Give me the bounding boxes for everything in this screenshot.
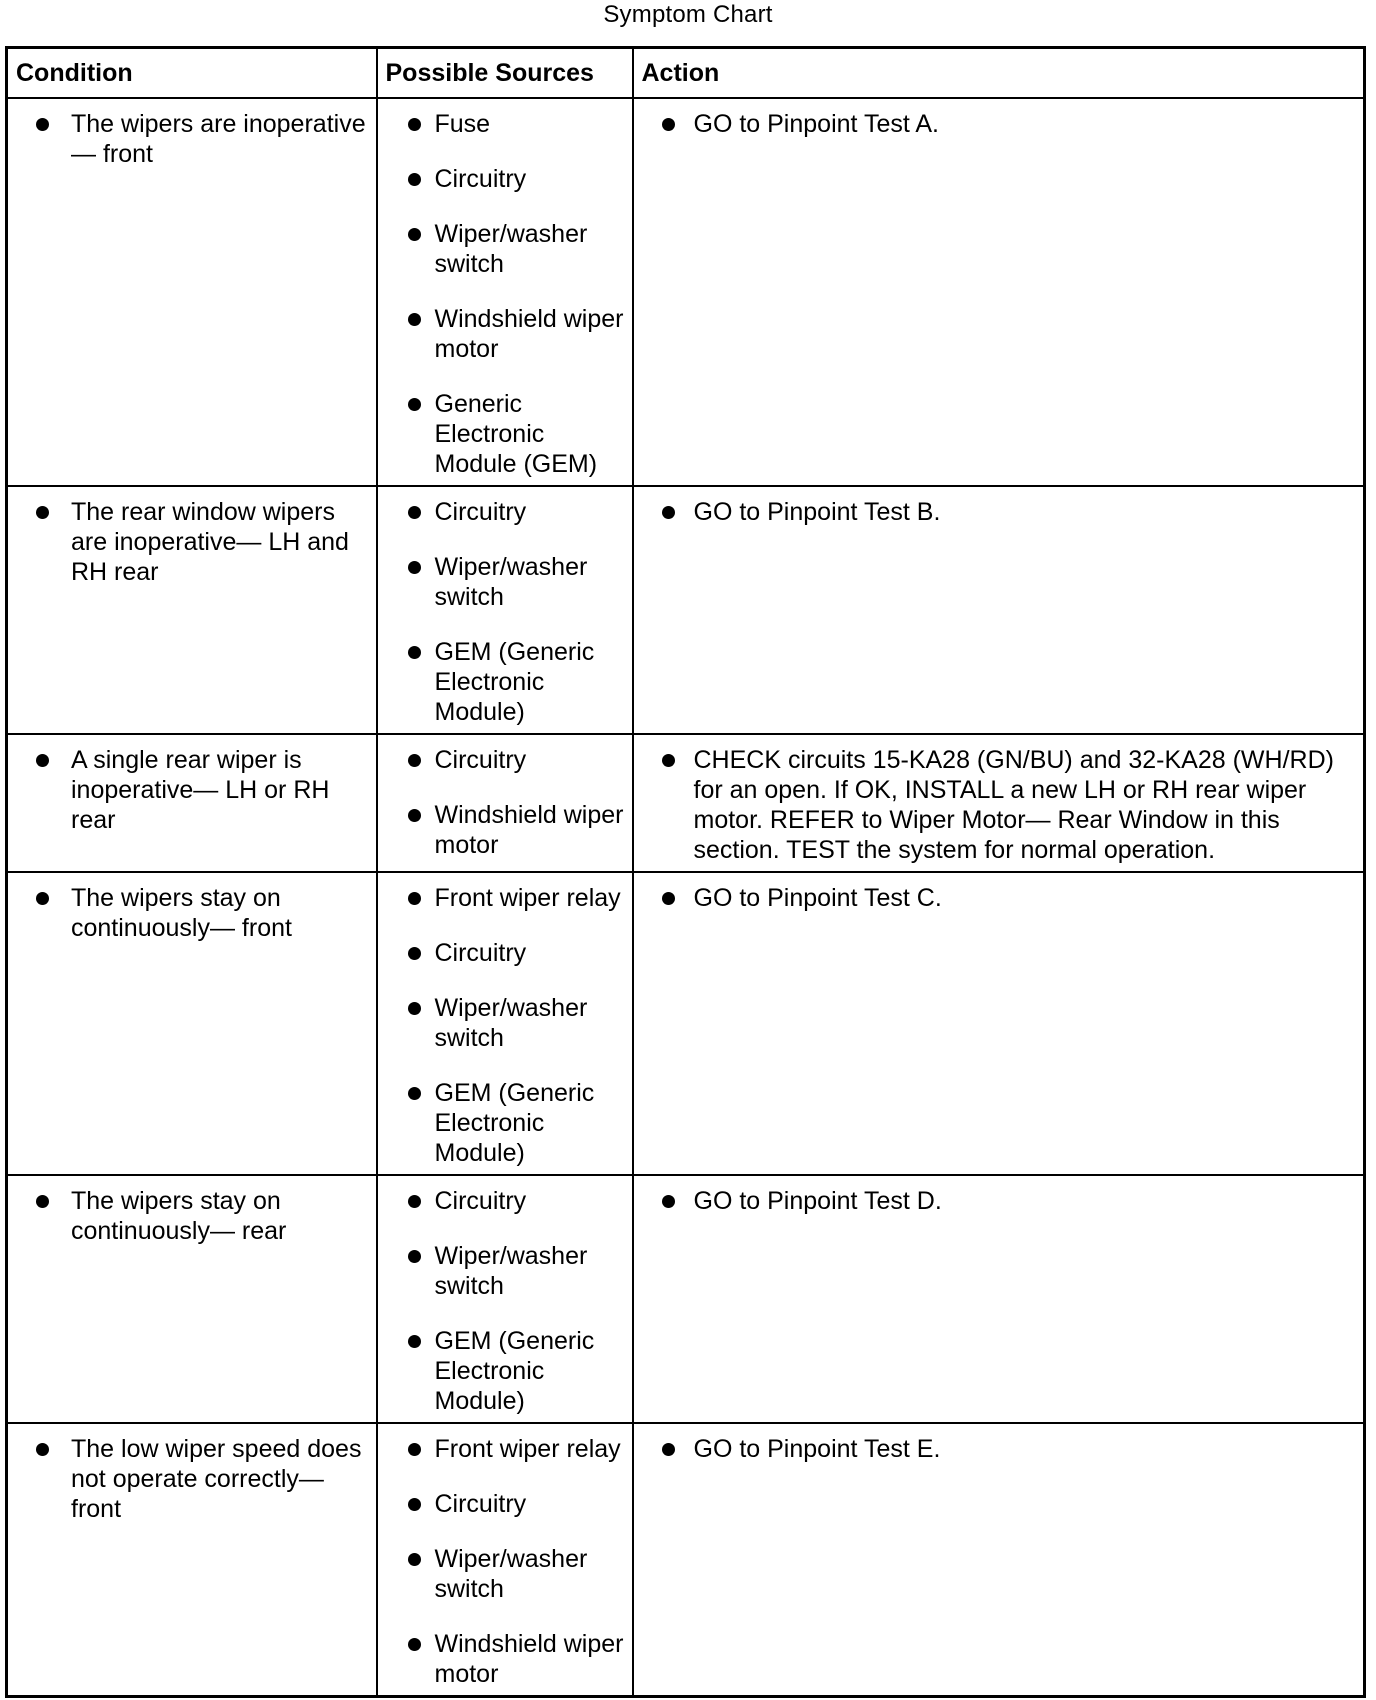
list-item xyxy=(382,993,624,1053)
condition-cell xyxy=(7,1423,377,1697)
source-text: GEM (Generic Electronic Module) xyxy=(434,1079,595,1167)
table-row xyxy=(7,98,1365,486)
source-text: Circuitry xyxy=(434,939,527,967)
list-item xyxy=(382,1241,624,1301)
list-item xyxy=(638,1186,1356,1216)
list-item xyxy=(382,109,624,139)
bullet-icon xyxy=(36,506,49,519)
bullet-icon xyxy=(36,1443,49,1456)
action-text: CHECK circuits 15-KA28 (GN/BU) and 32-KA28 (WH/RD) for an open. If OK, INSTALL a new LH or RH rear wiper motor. REFER to Wiper Motor— Rear Window in this section. TEST the system for normal operation. xyxy=(693,746,1334,864)
list-item xyxy=(638,745,1356,865)
condition-text: A single rear wiper is inoperative— LH or RH rear xyxy=(71,746,330,834)
table-row xyxy=(7,734,1365,872)
condition-text: The wipers stay on continuously— front xyxy=(71,884,292,942)
bullet-icon xyxy=(408,1638,421,1651)
list-item xyxy=(382,1629,624,1689)
list-item xyxy=(12,1434,368,1524)
bullet-icon xyxy=(662,892,675,905)
bullet-icon xyxy=(408,118,421,131)
list-item xyxy=(382,637,624,727)
list-item xyxy=(382,1434,624,1464)
bullet-icon xyxy=(408,809,421,822)
header-condition: Condition xyxy=(7,48,377,99)
list-item xyxy=(12,1186,368,1246)
bullet-icon xyxy=(408,1553,421,1566)
bullet-icon xyxy=(662,1443,675,1456)
list-item xyxy=(12,109,368,169)
bullet-icon xyxy=(408,1498,421,1511)
source-text: Wiper/washer switch xyxy=(434,553,588,611)
bullet-icon xyxy=(408,754,421,767)
list-item xyxy=(382,1078,624,1168)
condition-cell xyxy=(7,1175,377,1423)
list-item xyxy=(382,1489,624,1519)
source-text: Wiper/washer switch xyxy=(434,1242,588,1300)
sources-cell xyxy=(377,1423,633,1697)
bullet-icon xyxy=(408,892,421,905)
list-item xyxy=(638,109,1356,139)
action-cell xyxy=(633,1423,1365,1697)
bullet-icon xyxy=(36,892,49,905)
bullet-icon xyxy=(408,1002,421,1015)
action-cell xyxy=(633,486,1365,734)
sources-cell xyxy=(377,872,633,1175)
condition-cell xyxy=(7,486,377,734)
bullet-icon xyxy=(408,506,421,519)
bullet-icon xyxy=(408,1335,421,1348)
source-text: Circuitry xyxy=(434,1490,527,1518)
list-item xyxy=(382,304,624,364)
bullet-icon xyxy=(408,173,421,186)
source-text: Wiper/washer switch xyxy=(434,1545,588,1603)
source-text: Wiper/washer switch xyxy=(434,994,588,1052)
sources-cell xyxy=(377,734,633,872)
condition-cell xyxy=(7,734,377,872)
list-item xyxy=(12,497,368,587)
bullet-icon xyxy=(408,313,421,326)
source-text: Front wiper relay xyxy=(434,1435,621,1463)
bullet-icon xyxy=(408,1195,421,1208)
source-text: Circuitry xyxy=(434,165,527,193)
source-text: GEM (Generic Electronic Module) xyxy=(434,638,595,726)
action-cell xyxy=(633,734,1365,872)
table-row xyxy=(7,872,1365,1175)
source-text: Circuitry xyxy=(434,746,527,774)
condition-text: The low wiper speed does not operate correctly— front xyxy=(71,1435,362,1523)
source-text: Circuitry xyxy=(434,498,527,526)
bullet-icon xyxy=(408,947,421,960)
action-text: GO to Pinpoint Test E. xyxy=(693,1435,941,1463)
bullet-icon xyxy=(36,1195,49,1208)
bullet-icon xyxy=(408,561,421,574)
list-item xyxy=(638,883,1356,913)
bullet-icon xyxy=(662,506,675,519)
sources-cell xyxy=(377,98,633,486)
bullet-icon xyxy=(36,754,49,767)
list-item xyxy=(382,497,624,527)
condition-text: The rear window wipers are inoperative— LH and RH rear xyxy=(71,498,349,586)
condition-cell xyxy=(7,98,377,486)
sources-cell xyxy=(377,486,633,734)
table-row xyxy=(7,1175,1365,1423)
source-text: Generic Electronic Module (GEM) xyxy=(434,390,598,478)
list-item xyxy=(638,497,1356,527)
bullet-icon xyxy=(662,118,675,131)
action-cell xyxy=(633,872,1365,1175)
condition-cell xyxy=(7,872,377,1175)
bullet-icon xyxy=(662,1195,675,1208)
source-text: Windshield wiper motor xyxy=(434,305,624,363)
chart-title: Symptom Chart xyxy=(603,1,773,28)
list-item xyxy=(382,1544,624,1604)
action-text: GO to Pinpoint Test A. xyxy=(693,110,940,138)
bullet-icon xyxy=(408,1250,421,1263)
action-text: GO to Pinpoint Test C. xyxy=(693,884,942,912)
header-action: Action xyxy=(633,48,1365,99)
list-item xyxy=(382,552,624,612)
action-cell xyxy=(633,98,1365,486)
action-text: GO to Pinpoint Test D. xyxy=(693,1187,942,1215)
list-item xyxy=(382,938,624,968)
condition-text: The wipers are inoperative— front xyxy=(71,110,366,168)
list-item xyxy=(382,800,624,860)
bullet-icon xyxy=(408,646,421,659)
bullet-icon xyxy=(408,228,421,241)
list-item xyxy=(638,1434,1356,1464)
source-text: Fuse xyxy=(434,110,491,138)
source-text: GEM (Generic Electronic Module) xyxy=(434,1327,595,1415)
condition-text: The wipers stay on continuously— rear xyxy=(71,1187,287,1245)
bullet-icon xyxy=(408,1443,421,1456)
list-item xyxy=(382,219,624,279)
bullet-icon xyxy=(408,1087,421,1100)
symptom-table xyxy=(5,46,1366,1698)
header-row xyxy=(7,48,1365,99)
bullet-icon xyxy=(408,398,421,411)
list-item xyxy=(382,1186,624,1216)
list-item xyxy=(382,389,624,479)
list-item xyxy=(382,1326,624,1416)
list-item xyxy=(12,745,368,835)
action-text: GO to Pinpoint Test B. xyxy=(693,498,941,526)
header-possible-sources: Possible Sources xyxy=(377,48,633,99)
source-text: Front wiper relay xyxy=(434,884,621,912)
list-item xyxy=(382,164,624,194)
list-item xyxy=(12,883,368,943)
sources-cell xyxy=(377,1175,633,1423)
list-item xyxy=(382,883,624,913)
table-row xyxy=(7,1423,1365,1697)
bullet-icon xyxy=(662,754,675,767)
source-text: Wiper/washer switch xyxy=(434,220,588,278)
source-text: Windshield wiper motor xyxy=(434,801,624,859)
table-row xyxy=(7,486,1365,734)
action-cell xyxy=(633,1175,1365,1423)
bullet-icon xyxy=(36,118,49,131)
source-text: Circuitry xyxy=(434,1187,527,1215)
source-text: Windshield wiper motor xyxy=(434,1630,624,1688)
list-item xyxy=(382,745,624,775)
